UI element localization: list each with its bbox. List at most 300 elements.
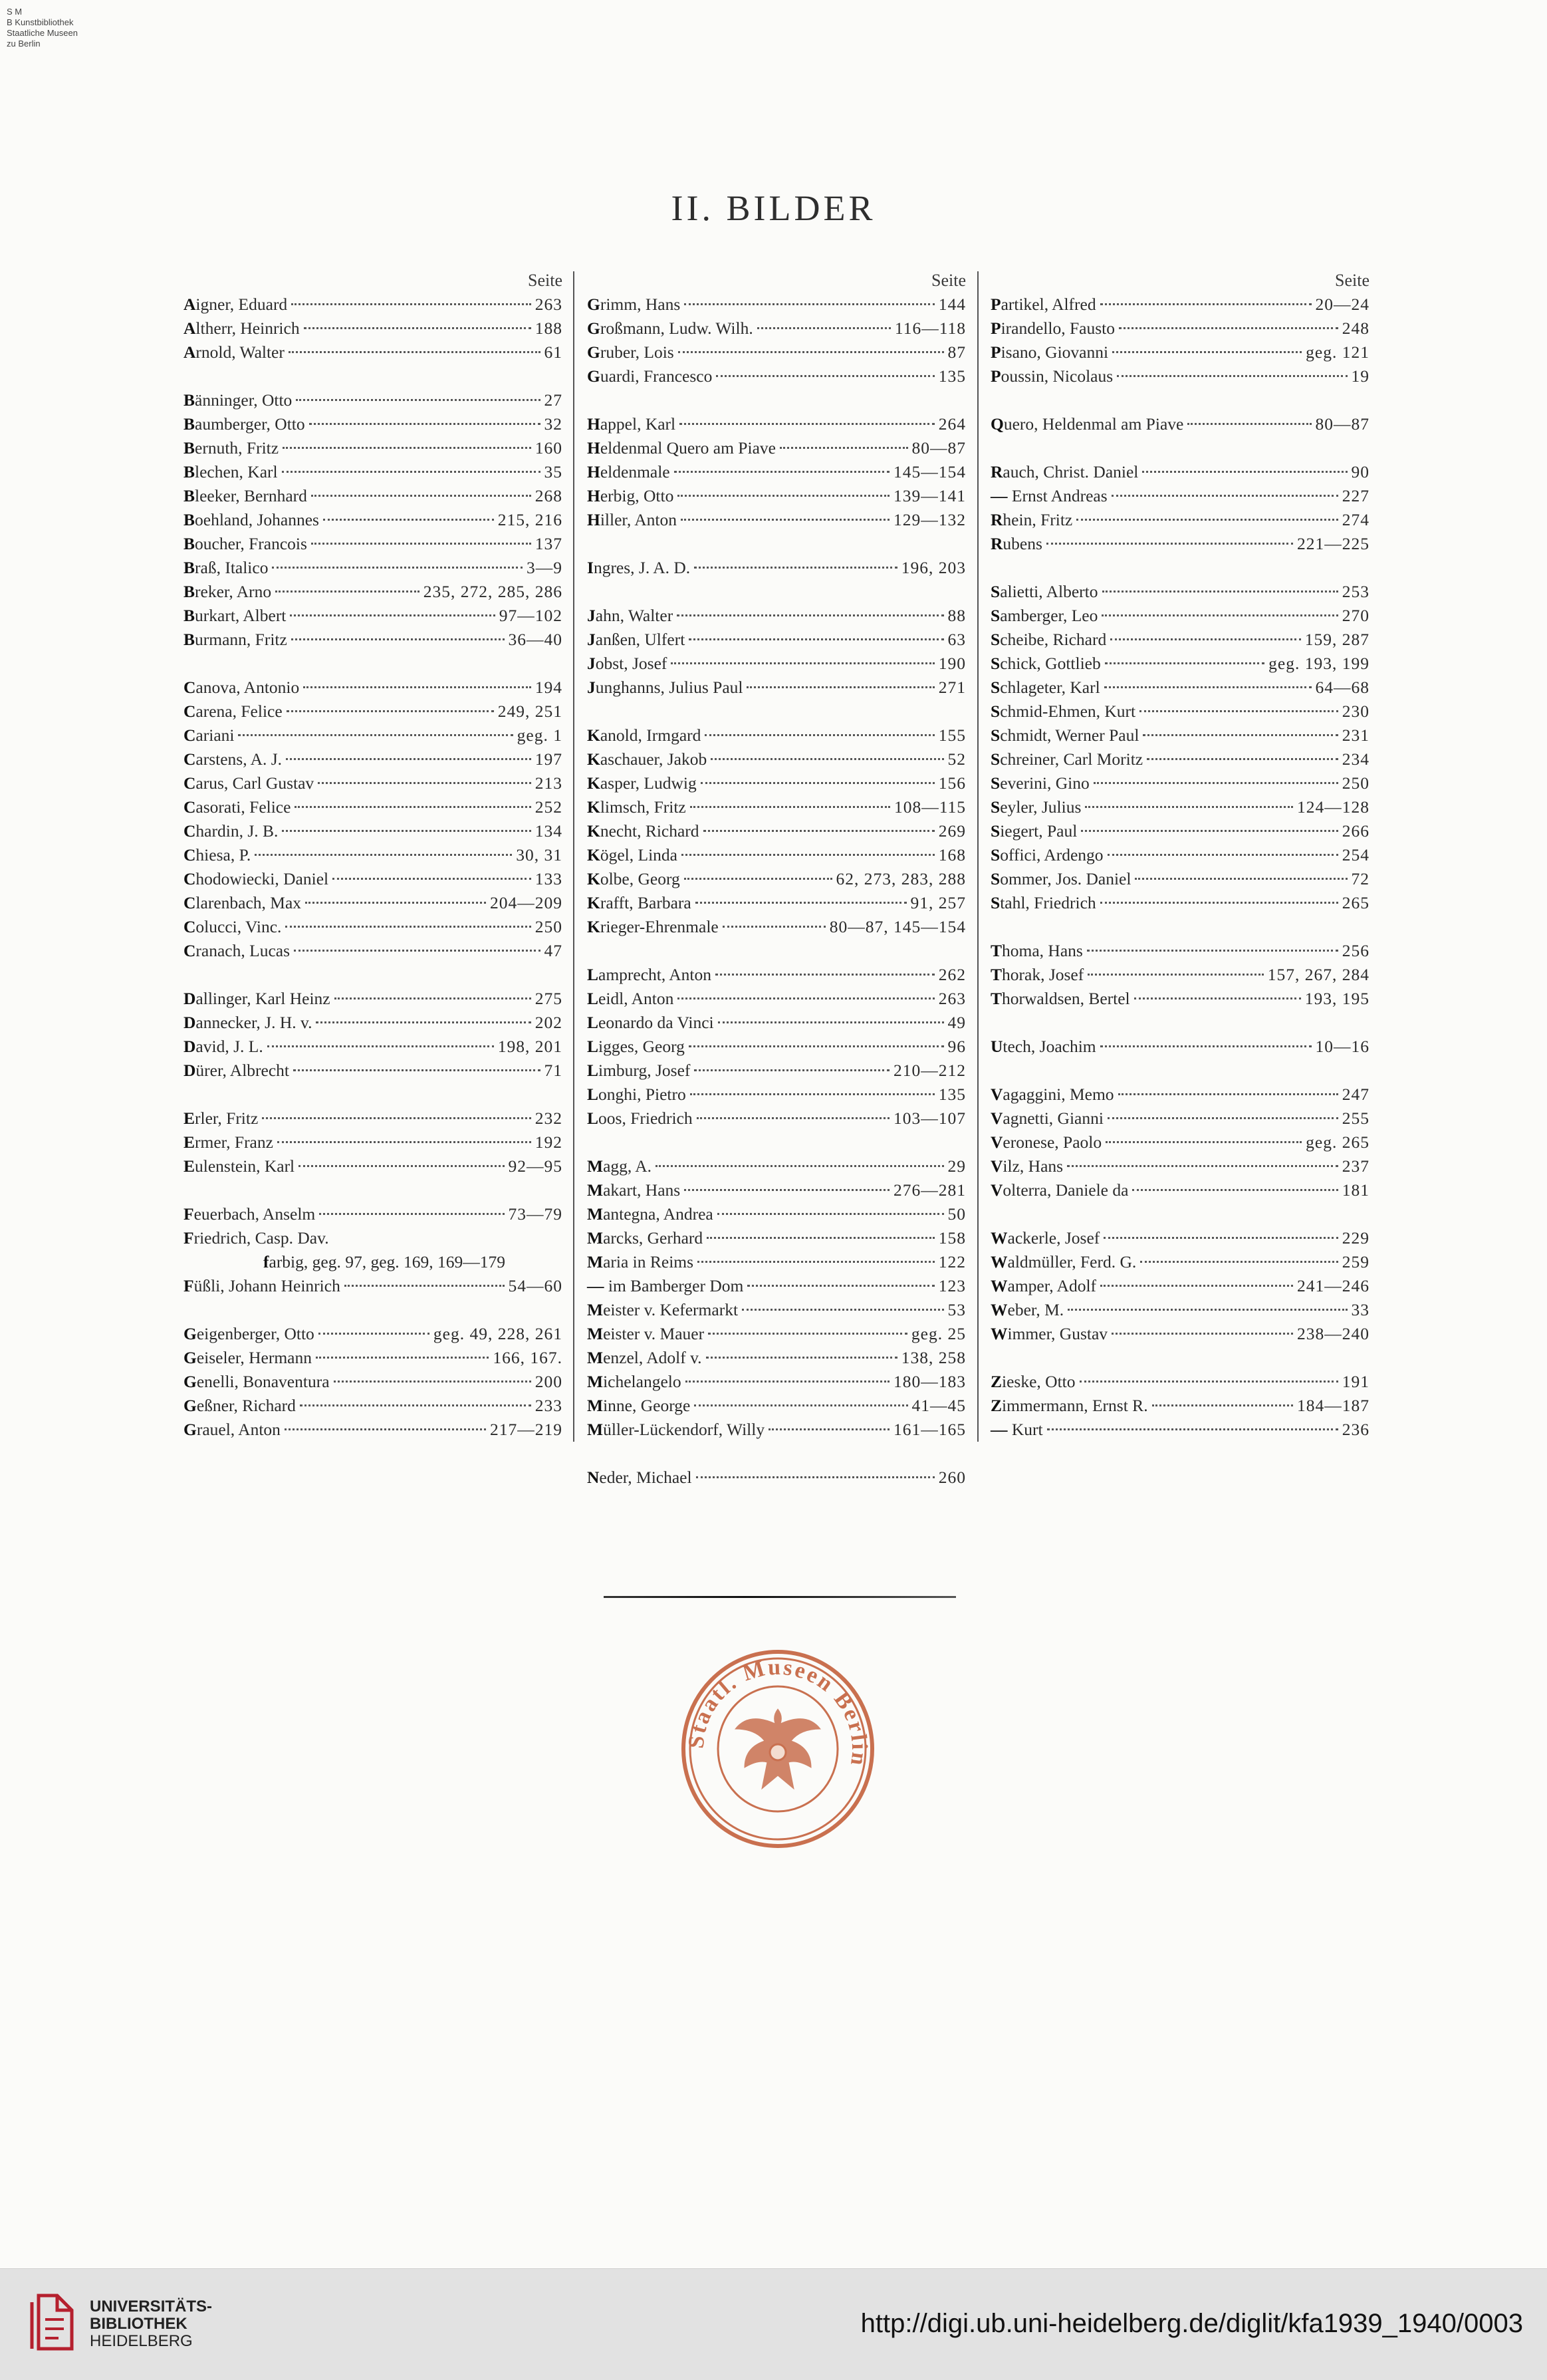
entry-pages: 87 bbox=[947, 342, 966, 362]
entry-name: Kaschauer, Jakob bbox=[587, 749, 707, 769]
entry-pages: 53 bbox=[947, 1300, 966, 1319]
entry-pages: 123 bbox=[938, 1276, 966, 1295]
index-entry bbox=[183, 1107, 562, 1130]
library-name-line: BIBLIOTHEK bbox=[90, 2315, 187, 2333]
entry-name: Schmid-Ehmen, Kurt bbox=[991, 702, 1136, 721]
index-entry bbox=[183, 700, 562, 724]
index-entry bbox=[183, 580, 562, 604]
entry-name: Wamper, Adolf bbox=[991, 1276, 1097, 1295]
index-entry bbox=[991, 1274, 1369, 1298]
index-entry bbox=[183, 293, 562, 317]
index-entry bbox=[587, 676, 966, 700]
entry-name: Geßner, Richard bbox=[183, 1396, 296, 1415]
entry-name: Schmidt, Werner Paul bbox=[991, 726, 1139, 745]
index-entry bbox=[587, 819, 966, 843]
entry-name: Schick, Gottlieb bbox=[991, 654, 1101, 673]
index-entry bbox=[183, 1370, 562, 1394]
entry-name: Grimm, Hans bbox=[587, 295, 681, 314]
entry-name: David, J. L. bbox=[183, 1037, 263, 1056]
entry-pages: 134 bbox=[535, 821, 562, 841]
entry-pages: 161—165 bbox=[893, 1420, 966, 1439]
index-entry bbox=[587, 1059, 966, 1083]
index-entry bbox=[183, 819, 562, 843]
index-entry bbox=[991, 1298, 1369, 1322]
entry-name: Feuerbach, Anselm bbox=[183, 1204, 316, 1224]
entry-name: Longhi, Pietro bbox=[587, 1085, 686, 1104]
entry-pages: 256 bbox=[1342, 941, 1369, 960]
index-entry bbox=[991, 795, 1369, 819]
index-entry bbox=[587, 652, 966, 676]
index-entry bbox=[183, 412, 562, 436]
entry-pages: 144 bbox=[938, 295, 966, 314]
entry-name: Geigenberger, Otto bbox=[183, 1324, 314, 1343]
index-entry bbox=[991, 843, 1369, 867]
dot-leader bbox=[316, 1021, 531, 1023]
entry-pages: 191 bbox=[1342, 1372, 1369, 1391]
index-entry bbox=[991, 867, 1369, 891]
dot-leader bbox=[309, 422, 540, 425]
dot-leader bbox=[1112, 350, 1302, 353]
entry-pages: 52 bbox=[947, 749, 966, 769]
dot-leader bbox=[684, 1188, 890, 1191]
dot-leader bbox=[1108, 1117, 1338, 1119]
page-title: II. BILDER bbox=[671, 188, 876, 228]
entry-name: Großmann, Ludw. Wilh. bbox=[587, 319, 753, 338]
dot-leader bbox=[1187, 422, 1311, 425]
entry-name: Junghanns, Julius Paul bbox=[587, 678, 743, 697]
index-entry bbox=[991, 1107, 1369, 1130]
entry-name: Poussin, Nicolaus bbox=[991, 366, 1114, 386]
library-name bbox=[90, 2298, 212, 2350]
index-entry bbox=[587, 1154, 966, 1178]
entry-name: Baumberger, Otto bbox=[183, 414, 305, 434]
index-entry bbox=[183, 939, 562, 963]
entry-pages: 232 bbox=[535, 1109, 562, 1128]
entry-pages: 97—102 bbox=[499, 606, 562, 625]
dot-leader bbox=[1100, 901, 1338, 904]
dot-leader bbox=[757, 327, 891, 329]
entry-pages: 49 bbox=[947, 1013, 966, 1032]
entry-pages: 108—115 bbox=[893, 797, 966, 817]
dot-leader bbox=[285, 1428, 486, 1430]
entry-name: Minne, George bbox=[587, 1396, 691, 1415]
dot-leader bbox=[300, 1404, 531, 1406]
index-entry bbox=[587, 1298, 966, 1322]
entry-name: Michelangelo bbox=[587, 1372, 681, 1391]
entry-pages: 188 bbox=[535, 319, 562, 338]
entry-pages: 249, 251 bbox=[497, 702, 562, 721]
entry-name: Rhein, Fritz bbox=[991, 510, 1073, 529]
entry-name: Müller-Lückendorf, Willy bbox=[587, 1420, 765, 1439]
dot-leader bbox=[706, 1356, 897, 1359]
entry-name: Pirandello, Fausto bbox=[991, 319, 1115, 338]
dot-leader bbox=[1088, 973, 1264, 976]
index-entry bbox=[991, 1226, 1369, 1250]
index-entry bbox=[991, 1154, 1369, 1178]
dot-leader bbox=[1112, 1332, 1293, 1335]
index-entry bbox=[183, 1035, 562, 1059]
dot-leader bbox=[716, 374, 934, 377]
dot-leader bbox=[1143, 733, 1338, 736]
permalink-url[interactable]: http://digi.ub.uni-heidelberg.de/diglit/kfa1939_1940/0003 bbox=[860, 2309, 1523, 2338]
entry-name: Veronese, Paolo bbox=[991, 1132, 1102, 1152]
entry-name: Boucher, Francois bbox=[183, 534, 307, 553]
index-entry bbox=[183, 1202, 562, 1226]
index-entry bbox=[991, 987, 1369, 1011]
digitization-footer bbox=[0, 2268, 1547, 2380]
index-entry bbox=[183, 1011, 562, 1035]
entry-name: Janßen, Ulfert bbox=[587, 630, 685, 649]
entry-name: — im Bamberger Dom bbox=[587, 1276, 744, 1295]
entry-pages: 122 bbox=[938, 1252, 966, 1271]
entry-pages: 158 bbox=[938, 1228, 966, 1248]
index-entry bbox=[991, 939, 1369, 963]
entry-name: Guardi, Francesco bbox=[587, 366, 713, 386]
entry-pages: 198, 201 bbox=[497, 1037, 562, 1056]
entry-name: Cariani bbox=[183, 726, 235, 745]
index-entry bbox=[587, 867, 966, 891]
dot-leader bbox=[1080, 1380, 1338, 1383]
index-entry bbox=[183, 1154, 562, 1178]
dot-leader bbox=[1046, 542, 1293, 545]
index-entry bbox=[991, 1130, 1369, 1154]
entry-pages: 217—219 bbox=[490, 1420, 562, 1439]
dot-leader bbox=[1100, 303, 1312, 305]
dot-leader bbox=[677, 997, 934, 999]
entry-name: Salietti, Alberto bbox=[991, 582, 1098, 601]
dot-leader bbox=[1106, 1140, 1302, 1143]
dot-leader bbox=[290, 614, 495, 616]
dot-leader bbox=[1108, 853, 1338, 856]
entry-name: Magg, A. bbox=[587, 1156, 652, 1176]
entry-pages: 36—40 bbox=[508, 630, 562, 649]
entry-pages: 50 bbox=[947, 1204, 966, 1224]
index-entry bbox=[183, 340, 562, 364]
entry-name: Scheibe, Richard bbox=[991, 630, 1107, 649]
stamp-line: zu Berlin bbox=[7, 39, 41, 49]
entry-name: Carena, Felice bbox=[183, 702, 283, 721]
index-entry bbox=[587, 1394, 966, 1418]
entry-name: Thorak, Josef bbox=[991, 965, 1084, 984]
dot-leader bbox=[291, 638, 505, 640]
index-entry bbox=[991, 1083, 1369, 1107]
entry-name: Geiseler, Hermann bbox=[183, 1348, 312, 1367]
dot-leader bbox=[717, 1212, 944, 1215]
entry-pages: 181 bbox=[1342, 1180, 1369, 1200]
index-entry bbox=[991, 532, 1369, 556]
dot-leader bbox=[283, 446, 531, 449]
dot-leader bbox=[711, 757, 943, 760]
dot-leader bbox=[708, 1332, 907, 1335]
entry-name: Vagaggini, Memo bbox=[991, 1085, 1114, 1104]
index-entry bbox=[991, 1035, 1369, 1059]
dot-leader bbox=[316, 1356, 489, 1359]
entry-pages: 252 bbox=[535, 797, 562, 817]
entry-name: Vagnetti, Gianni bbox=[991, 1109, 1104, 1128]
dot-leader bbox=[694, 566, 897, 569]
index-entry bbox=[183, 604, 562, 628]
dot-leader bbox=[255, 853, 512, 856]
entry-pages: 194 bbox=[535, 678, 562, 697]
entry-name: Ligges, Georg bbox=[587, 1037, 685, 1056]
index-entry bbox=[183, 1274, 562, 1298]
entry-name: Chardin, J. B. bbox=[183, 821, 279, 841]
entry-pages: 271 bbox=[938, 678, 966, 697]
dot-leader bbox=[1135, 877, 1347, 880]
dot-leader bbox=[685, 1380, 890, 1383]
entry-pages: 62, 273, 283, 288 bbox=[836, 869, 966, 888]
dot-leader bbox=[1117, 374, 1347, 377]
index-entry bbox=[587, 508, 966, 532]
dot-leader bbox=[293, 1069, 540, 1071]
stamp-line: S M bbox=[7, 7, 23, 17]
entry-pages: 47 bbox=[544, 941, 562, 960]
index-entry bbox=[991, 1394, 1369, 1418]
entry-name: Meister v. Kefermarkt bbox=[587, 1300, 739, 1319]
entry-name: Thorwaldsen, Bertel bbox=[991, 989, 1130, 1008]
index-entry bbox=[183, 388, 562, 412]
index-entry bbox=[587, 412, 966, 436]
entry-name: Quero, Heldenmal am Piave bbox=[991, 414, 1184, 434]
entry-name: Chodowiecki, Daniel bbox=[183, 869, 329, 888]
dot-leader bbox=[715, 973, 935, 976]
entry-name: Sommer, Jos. Daniel bbox=[991, 869, 1131, 888]
entry-pages: 241—246 bbox=[1297, 1276, 1369, 1295]
dot-leader bbox=[275, 590, 419, 593]
dot-leader bbox=[694, 1404, 907, 1406]
index-entry bbox=[991, 1418, 1369, 1442]
dot-leader bbox=[1134, 997, 1301, 999]
index-entry bbox=[587, 1346, 966, 1370]
entry-pages: 260 bbox=[938, 1468, 966, 1487]
dot-leader bbox=[742, 1308, 943, 1311]
dot-leader bbox=[291, 303, 531, 305]
entry-pages: 266 bbox=[1342, 821, 1369, 841]
entry-pages: 135 bbox=[938, 366, 966, 386]
entry-name: Füßli, Johann Heinrich bbox=[183, 1276, 340, 1295]
dot-leader bbox=[1132, 1188, 1338, 1191]
index-entry bbox=[183, 1346, 562, 1370]
entry-pages: 72 bbox=[1351, 869, 1369, 888]
entry-pages: geg. 25 bbox=[911, 1324, 966, 1343]
dot-leader bbox=[287, 710, 494, 712]
entry-pages: 193, 195 bbox=[1304, 989, 1369, 1008]
dot-leader bbox=[1102, 590, 1338, 593]
entry-pages: 180—183 bbox=[893, 1372, 966, 1391]
index-entry bbox=[587, 771, 966, 795]
entry-pages: 166, 167. bbox=[493, 1348, 562, 1367]
entry-pages: 248 bbox=[1342, 319, 1369, 338]
entry-pages: 265 bbox=[1342, 893, 1369, 912]
index-entry bbox=[183, 436, 562, 460]
entry-name: Blechen, Karl bbox=[183, 462, 278, 481]
index-entry bbox=[183, 771, 562, 795]
entry-pages: 92—95 bbox=[508, 1156, 562, 1176]
dot-leader bbox=[311, 494, 531, 497]
dot-leader bbox=[723, 925, 826, 928]
index-entry bbox=[587, 628, 966, 652]
dot-leader bbox=[305, 901, 486, 904]
index-entry bbox=[991, 1370, 1369, 1394]
entry-pages: 190 bbox=[938, 654, 966, 673]
index-entry bbox=[587, 340, 966, 364]
index-entry bbox=[587, 1322, 966, 1346]
dot-leader bbox=[718, 1021, 944, 1023]
dot-leader bbox=[694, 1069, 890, 1071]
entry-pages: 139—141 bbox=[893, 486, 966, 505]
index-entry bbox=[587, 1466, 966, 1490]
index-entry bbox=[183, 987, 562, 1011]
dot-leader bbox=[747, 1284, 934, 1287]
entry-name: Erler, Fritz bbox=[183, 1109, 259, 1128]
dot-leader bbox=[780, 446, 908, 449]
index-entry bbox=[991, 771, 1369, 795]
entry-name: Makart, Hans bbox=[587, 1180, 681, 1200]
index-entry bbox=[183, 1250, 562, 1274]
entry-pages: 80—87 bbox=[911, 438, 966, 458]
index-entry bbox=[183, 1418, 562, 1442]
entry-pages: 196, 203 bbox=[901, 558, 966, 577]
index-entry bbox=[991, 460, 1369, 484]
dot-leader bbox=[262, 1117, 531, 1119]
seal-text: Staatl. Museen Berlin bbox=[683, 1654, 872, 1769]
index-entry bbox=[183, 676, 562, 700]
entry-pages: 80—87 bbox=[1315, 414, 1369, 434]
entry-pages: geg. 49, 228, 261 bbox=[433, 1324, 562, 1343]
entry-pages: 155 bbox=[938, 726, 966, 745]
index-entry bbox=[183, 915, 562, 939]
dot-leader bbox=[684, 877, 832, 880]
dot-leader bbox=[332, 877, 531, 880]
entry-pages: 71 bbox=[544, 1061, 562, 1080]
column-header-seite: Seite bbox=[528, 271, 562, 290]
index-entry bbox=[587, 1202, 966, 1226]
entry-name: — Ernst Andreas bbox=[991, 486, 1108, 505]
dot-leader bbox=[1094, 781, 1338, 784]
entry-name: Thoma, Hans bbox=[991, 941, 1083, 960]
entry-name: Bernuth, Fritz bbox=[183, 438, 279, 458]
entry-name: Zieske, Otto bbox=[991, 1372, 1076, 1391]
dot-leader bbox=[681, 518, 890, 521]
index-entry bbox=[183, 532, 562, 556]
index-entry bbox=[587, 436, 966, 460]
entry-pages: 254 bbox=[1342, 845, 1369, 864]
index-entry bbox=[587, 1011, 966, 1035]
entry-name: Jahn, Walter bbox=[587, 606, 673, 625]
dot-leader bbox=[681, 853, 935, 856]
entry-name: Burmann, Fritz bbox=[183, 630, 287, 649]
dot-leader bbox=[319, 1212, 504, 1215]
entry-pages: 192 bbox=[535, 1132, 562, 1152]
entry-pages: 231 bbox=[1342, 726, 1369, 745]
dot-leader bbox=[696, 1476, 935, 1478]
dot-leader bbox=[1067, 1164, 1338, 1167]
index-entry bbox=[991, 724, 1369, 747]
index-entry bbox=[991, 1322, 1369, 1346]
entry-name: Samberger, Leo bbox=[991, 606, 1098, 625]
entry-name: — Kurt bbox=[991, 1420, 1043, 1439]
entry-pages: 103—107 bbox=[893, 1109, 966, 1128]
entry-pages: 33 bbox=[1351, 1300, 1369, 1319]
entry-name: Neder, Michael bbox=[587, 1468, 692, 1487]
index-entry bbox=[183, 1059, 562, 1083]
entry-pages: 129—132 bbox=[893, 510, 966, 529]
entry-pages: 215, 216 bbox=[497, 510, 562, 529]
dot-leader bbox=[705, 733, 934, 736]
index-entry bbox=[991, 412, 1369, 436]
entry-pages: 236 bbox=[1342, 1420, 1369, 1439]
dot-leader bbox=[684, 303, 935, 305]
entry-name: Braß, Italico bbox=[183, 558, 269, 577]
entry-name: Schreiner, Carl Moritz bbox=[991, 749, 1143, 769]
dot-leader bbox=[1139, 710, 1338, 712]
index-entry bbox=[587, 484, 966, 508]
index-entry bbox=[587, 1418, 966, 1442]
entry-pages: 61 bbox=[544, 342, 562, 362]
dot-leader bbox=[303, 686, 531, 688]
entry-name: Menzel, Adolf v. bbox=[587, 1348, 702, 1367]
entry-pages: 230 bbox=[1342, 702, 1369, 721]
entry-pages: 159, 287 bbox=[1304, 630, 1369, 649]
index-entry bbox=[587, 556, 966, 580]
entry-name: Breker, Arno bbox=[183, 582, 272, 601]
dot-leader bbox=[655, 1164, 943, 1167]
entry-pages: 263 bbox=[535, 295, 562, 314]
dot-leader bbox=[1104, 1236, 1338, 1239]
entry-pages: 35 bbox=[544, 462, 562, 481]
entry-pages: 160 bbox=[535, 438, 562, 458]
entry-name: Wimmer, Gustav bbox=[991, 1324, 1108, 1343]
entry-pages: 29 bbox=[947, 1156, 966, 1176]
index-entry bbox=[587, 1226, 966, 1250]
entry-pages: 145—154 bbox=[893, 462, 966, 481]
library-ownership-stamp bbox=[7, 7, 120, 49]
entry-name: Arnold, Walter bbox=[183, 342, 285, 362]
heidelberg-library-logo-icon bbox=[27, 2290, 80, 2354]
dot-leader bbox=[1081, 829, 1338, 832]
dot-leader bbox=[1142, 470, 1347, 473]
index-entry bbox=[991, 1250, 1369, 1274]
index-entry bbox=[991, 676, 1369, 700]
index-entry bbox=[587, 364, 966, 388]
entry-name: Dallinger, Karl Heinz bbox=[183, 989, 330, 1008]
index-entry bbox=[587, 915, 966, 939]
entry-name: Heldenmale bbox=[587, 462, 670, 481]
entry-name: Grauel, Anton bbox=[183, 1420, 281, 1439]
index-entry bbox=[587, 795, 966, 819]
entry-pages: 137 bbox=[535, 534, 562, 553]
index-column-1 bbox=[183, 269, 562, 1442]
entry-name: Soffici, Ardengo bbox=[991, 845, 1104, 864]
entry-name: Severini, Gino bbox=[991, 773, 1090, 793]
index-entry bbox=[183, 724, 562, 747]
entry-pages: 210—212 bbox=[893, 1061, 966, 1080]
entry-pages: 30, 31 bbox=[516, 845, 562, 864]
entry-pages: 124—128 bbox=[1297, 797, 1369, 817]
dot-leader bbox=[1047, 1428, 1338, 1430]
entry-pages: 235, 272, 285, 286 bbox=[423, 582, 562, 601]
dot-leader bbox=[1105, 662, 1264, 664]
index-entry bbox=[587, 987, 966, 1011]
entry-pages: 90 bbox=[1351, 462, 1369, 481]
index-column-3 bbox=[991, 269, 1369, 1442]
dot-leader bbox=[1112, 494, 1338, 497]
dot-leader bbox=[286, 757, 531, 760]
museum-seal-stamp bbox=[678, 1649, 878, 1849]
dot-leader bbox=[344, 1284, 505, 1287]
entry-name: Aigner, Eduard bbox=[183, 295, 288, 314]
entry-pages: 247 bbox=[1342, 1085, 1369, 1104]
